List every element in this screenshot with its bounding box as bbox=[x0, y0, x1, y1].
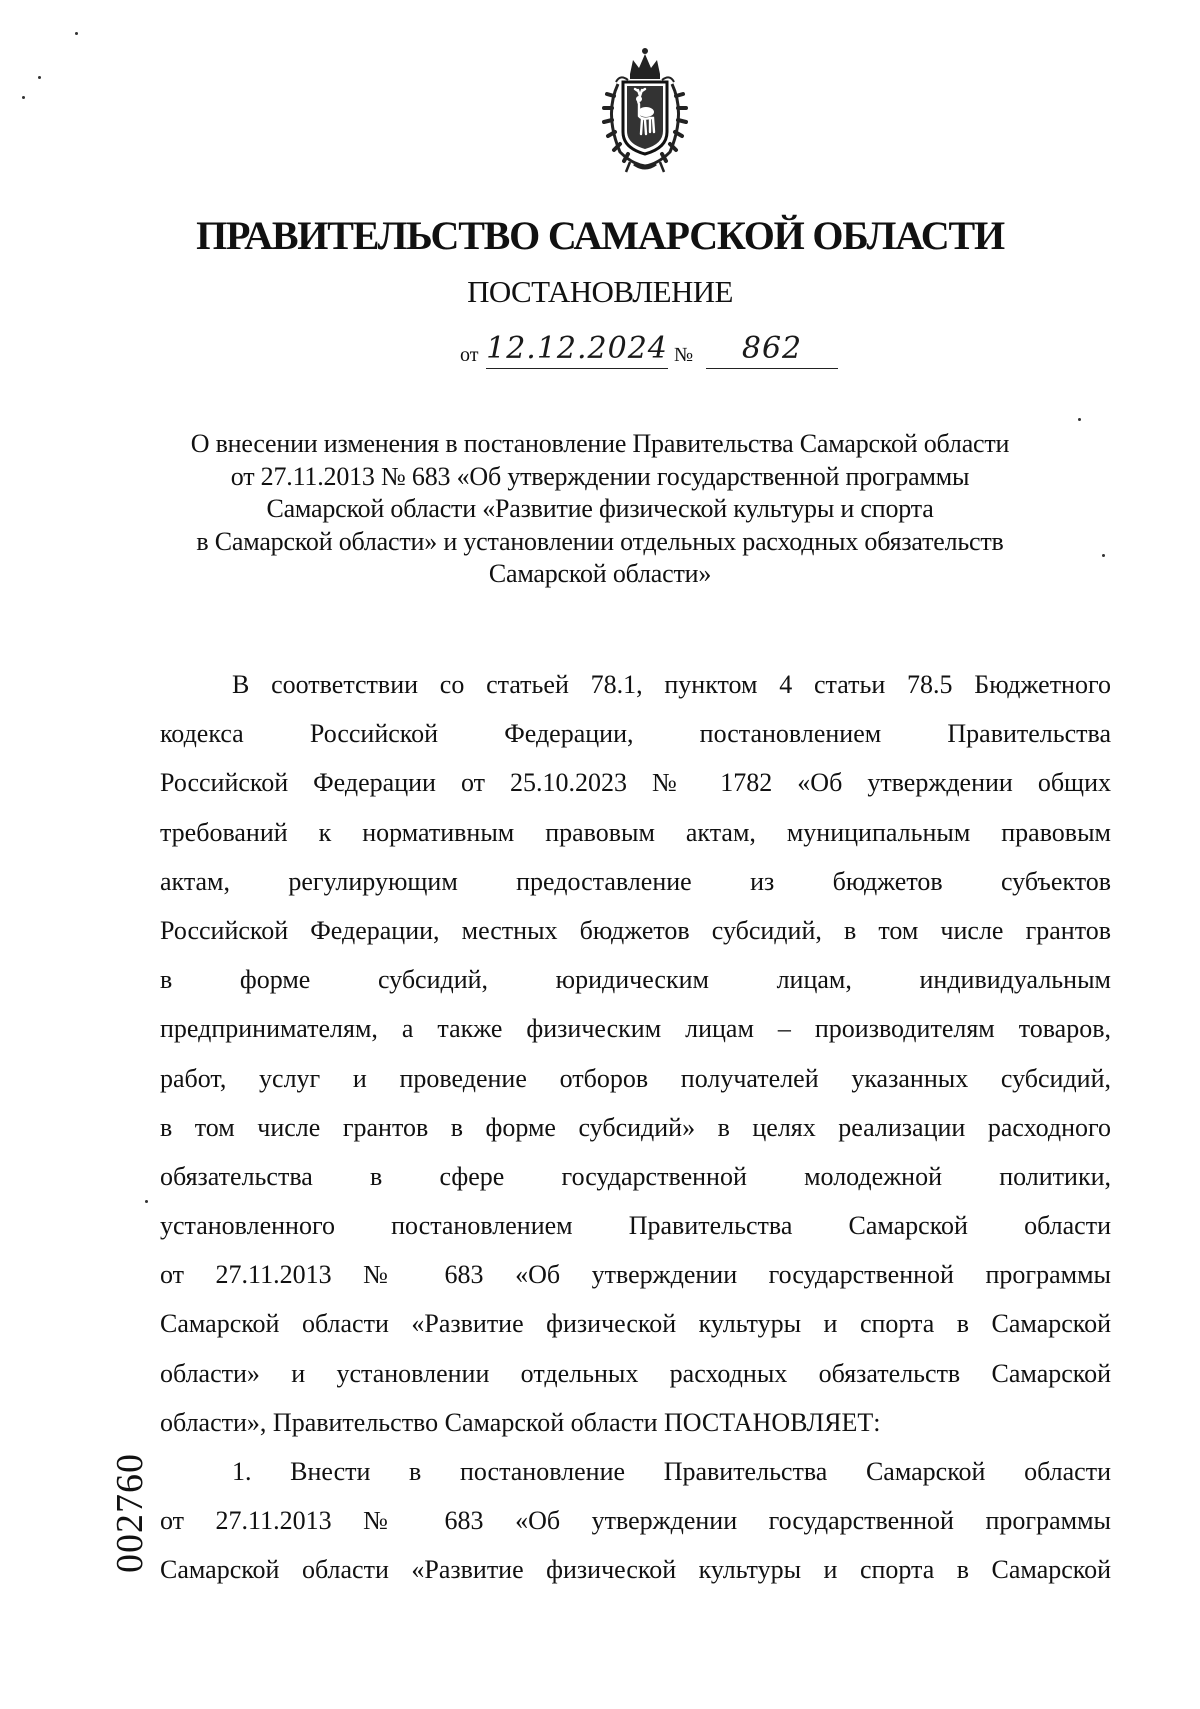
body-line: актам, регулирующим предоставление из бюджетов субъектов bbox=[160, 866, 1111, 896]
body-line: работ, услуг и проведение отборов получателей указанных субсидий, bbox=[160, 1063, 1111, 1093]
heading-line: Самарской области «Развитие физической культуры и спорта bbox=[266, 494, 934, 523]
body-line: требований к нормативным правовым актам, муниципальным правовым bbox=[160, 817, 1111, 847]
body-line: от 27.11.2013 № 683 «Об утверждении государственной программы bbox=[160, 1260, 1111, 1290]
heading-line: от 27.11.2013 № 683 «Об утверждении государственной программы bbox=[230, 461, 970, 491]
margin-stamp bbox=[110, 1440, 150, 1586]
date-prefix: от bbox=[460, 344, 479, 366]
body-line: обязательства в сфере государственной молодежной политики, bbox=[160, 1161, 1111, 1191]
body-line: области» и установлении отдельных расходных обязательств Самарской bbox=[160, 1358, 1111, 1388]
body-line: в том числе грантов в форме субсидий» в целях реализации расходного bbox=[160, 1112, 1111, 1142]
body-line: В соответствии со статьей 78.1, пунктом 4 статьи 78.5 Бюджетного bbox=[232, 670, 1111, 699]
coat-of-arms-icon bbox=[590, 44, 700, 176]
scan-speck bbox=[1078, 418, 1081, 421]
body-line: установленного постановлением Правительства Самарской области bbox=[160, 1211, 1111, 1241]
document-body bbox=[160, 660, 1111, 1595]
body-line-item-1: 1. Внести в постановление Правительства Самарской области bbox=[232, 1457, 1111, 1486]
number-value: 862 bbox=[706, 330, 838, 369]
body-line: Самарской области «Развитие физической культуры и спорта в Самарской bbox=[160, 1555, 1111, 1585]
body-line: предпринимателям, а также физическим лицам – производителям товаров, bbox=[160, 1014, 1111, 1044]
body-line: области», Правительство Самарской области ПОСТАНОВЛЯЕТ: bbox=[160, 1407, 881, 1437]
heading-line: в Самарской области» и установлении отдельных расходных обязательств bbox=[196, 526, 1004, 556]
body-line: в форме субсидий, юридическим лицам, индивидуальным bbox=[160, 965, 1111, 995]
body-line: от 27.11.2013 № 683 «Об утверждении государственной программы bbox=[160, 1506, 1111, 1536]
heading-line: О внесении изменения в постановление Правительства Самарской области bbox=[190, 429, 1010, 458]
number-prefix: № bbox=[674, 344, 694, 366]
scan-speck bbox=[22, 96, 25, 99]
body-line: кодекса Российской Федерации, постановлением Правительства bbox=[160, 719, 1111, 749]
scan-speck bbox=[38, 76, 41, 79]
body-line: Российской Федерации, местных бюджетов субсидий, в том числе грантов bbox=[160, 915, 1111, 945]
scan-speck bbox=[1102, 554, 1105, 557]
date-number-line bbox=[460, 330, 860, 370]
heading-line: Самарской области» bbox=[488, 559, 712, 588]
margin-stamp-number: 002760 bbox=[109, 1453, 151, 1573]
government-title: ПРАВИТЕЛЬСТВО САМАРСКОЙ ОБЛАСТИ bbox=[196, 213, 1004, 258]
document-type: ПОСТАНОВЛЕНИЕ bbox=[467, 274, 733, 309]
document-heading bbox=[150, 428, 1050, 591]
date-value: 12.12.2024 bbox=[486, 330, 668, 369]
scan-speck bbox=[75, 32, 78, 35]
body-line: Самарской области «Развитие физической культуры и спорта в Самарской bbox=[160, 1309, 1111, 1339]
body-line: Российской Федерации от 25.10.2023 № 1782 «Об утверждении общих bbox=[160, 768, 1111, 798]
scan-speck bbox=[145, 1200, 148, 1203]
